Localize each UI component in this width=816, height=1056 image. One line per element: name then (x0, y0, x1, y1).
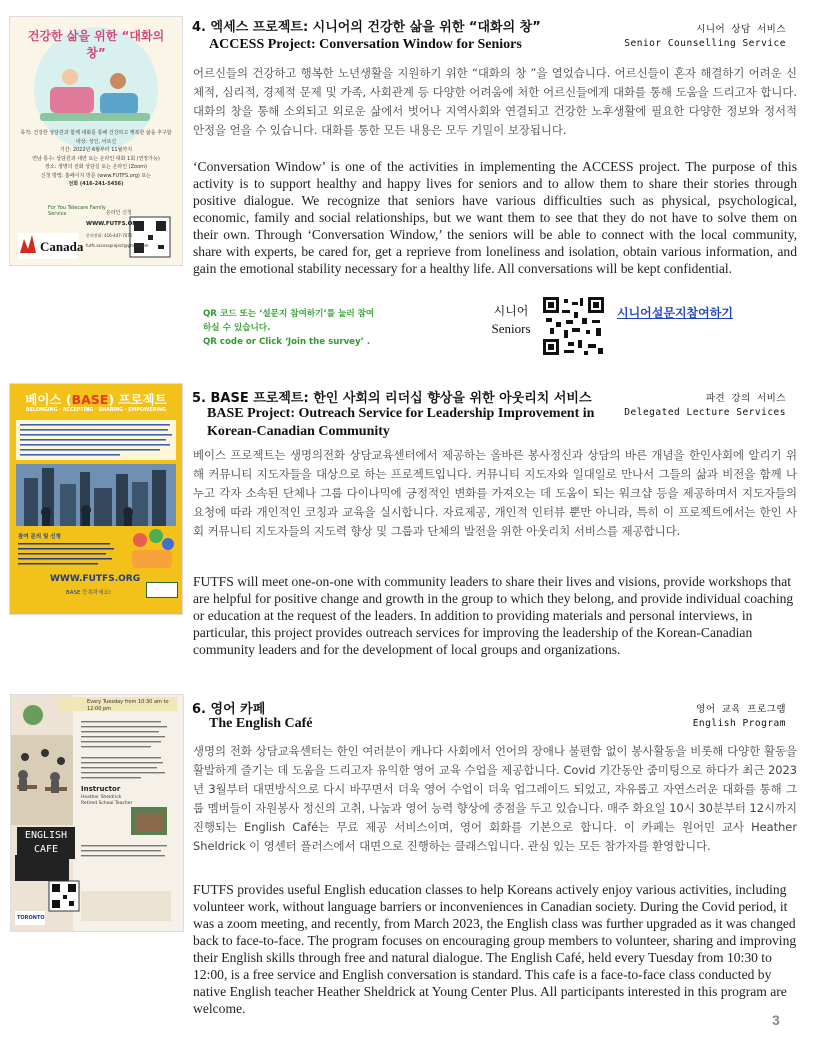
poster-web: WWW.FUTFS.ORG (86, 221, 142, 227)
section5-tag-korean: 파견 강의 서비스 (705, 393, 786, 404)
base-poster-web-sub: BASE 등록하세요! (66, 590, 112, 596)
seniors-survey-link[interactable]: 시니어설문지참여하기 (617, 306, 733, 320)
seniors-label (486, 302, 536, 338)
base-poster-title-pre: 베이스 ( (25, 392, 72, 407)
seniors-label-english: Seniors (491, 321, 531, 336)
base-poster-web: WWW.FUTFS.ORG (50, 574, 141, 584)
section4-title-korean: 4. 엑세스 프로젝트: 시니어의 건강한 삶을 위한 “대화의 창” (192, 20, 541, 35)
qr-code-icon (542, 296, 605, 356)
poster-email: futfs.accessproject@gmail.com (86, 243, 149, 248)
section6-title-korean: 6. 영어 카페 (192, 702, 266, 717)
qr-instruction (203, 307, 383, 349)
poster-line: 목적: 건강한 상담원과 함께 대화를 통해 건강하고 행복한 삶을 추구함 (20, 130, 172, 136)
base-poster-title-post: ) 프로젝트 (108, 392, 167, 407)
base-poster-title-base: BASE (71, 392, 109, 407)
section5-tag-english: Delegated Lecture Services (624, 407, 786, 418)
english-cafe-teacher-sub: Retired School Teacher (81, 801, 133, 806)
poster-org: For You Telecare Family Service (48, 205, 106, 217)
section4-body-korean: 어르신들의 건강하고 행복한 노년생활을 지원하기 위한 “대화의 창 ”을 열었습니다. 어르신들이 혼자 해결하기 어려운 신체적, 심리적, 경제적 문제 및 가족, 사회관계 등 다양한 어려움에 처한 어르신들에게 대화를 통해 도움을 드리고자 합니다. 대화의 창을 통해 소외되고 외로운 삶에서 벗어나 지역사회와 연결되고 건강한 노후생활에 필요한 다양한 정보와 정서적 안정을 얻을 수 있습니다. 대화를 통한 모든 내용은 모두 기밀이 보장됩니다. (193, 66, 797, 137)
poster-line: 연남 통수: 상담원과 대면 또는 온라인 대화 1회 (연장가능) (32, 155, 160, 162)
section5-title-english-line2: Korean-Canadian Community (207, 424, 390, 439)
seniors-label-korean: 시니어 (493, 304, 529, 318)
english-cafe-toronto: TORONTO (17, 915, 45, 921)
seniors-survey-qr-code[interactable] (542, 296, 605, 356)
section5-title-english-line1: BASE Project: Outreach Service for Leadership Improvement in (207, 406, 595, 421)
poster-title: 건강한 삶을 위한 “대화의 창” (27, 29, 165, 60)
section6-tag-english: English Program (692, 718, 786, 729)
poster-line: 대상: 성인, 어르신 (75, 138, 117, 145)
qr-instruction-english: QR code or Click ‘Join the survey’ . (203, 337, 371, 347)
section5-body-english: FUTFS will meet one-on-one with community leaders to share their lives and visions, provide workshops that are helpful for positive change and growth in the group to which they belong, and provide individual coaching or education at the request of the leaders. In addition to providing materials and personal interviews, in particular, this project provides outreach services for improving the leadership of the Korean-Canadian community leaders and for the development of local groups and organizations. (193, 574, 794, 657)
base-poster-people-illustration (128, 528, 176, 572)
poster-line: 장소: 생명의 전화 상담실 또는 온라인 (Zoom) (45, 164, 147, 170)
base-poster-contact-title: 참여 문의 및 신청 (18, 534, 61, 540)
poster-line: 신청 방법: 홈페이지 방문 (www.FUTFS.org) 또는 (40, 172, 152, 179)
section4-body-english: ‘Conversation Window’ is one of the activities in implementing the ACCESS project. The purpose of this activity is to support healthy and happy lives for seniors and to allow them to share their stories through positive dialogue. We recognize that seniors have various difficulties such as physical, psychological, economic, family and social relationships, but we want them to see that they do not have to solve them on their own. Through ‘Conversation Window,’ the seniors will be able to connect with the local community, share with experts, be cared for, get a reprieve from loneliness and isolation, obtain various information, and gain the emotional stability necessary for a healthy life. All conversations will be kept confidential. (193, 159, 797, 276)
poster-line: 전화 (416-241-5456) (68, 181, 124, 187)
section5-body-korean: 베이스 프로젝트는 생명의전화 상담교육센터에서 제공하는 올바른 봉사정신과 상담의 바른 개념을 한인사회에 알리기 위해 커뮤니티 지도자들을 대상으로 하는 프로젝트입니다. 커뮤니티 지도자와 일대일로 만나서 그들의 삶과 비전을 함께 나누고 각자 소속된 단체나 그룹 다이나믹에 긍정적인 변화를 가져오는 데 도움이 되는 워크샵 등을 제공하며서 지도자들의 요청에 따라 개인적인 코칭과 교육을 실시합니다. 자료제공, 개인적 인터뷰 뿐만 아니라, 특히 이 프로젝트에서는 한인 사회 커뮤니티 지도자들의 지도력 향상 및 그룹과 단체의 발전을 위한 아웃리치 서비스를 제공합니다. (193, 448, 797, 538)
english-cafe-label-line1: ENGLISH (24, 830, 68, 841)
base-poster-city-photo (16, 464, 176, 526)
poster-online: 온라인 신청 (106, 210, 132, 216)
section6-body-english: FUTFS provides useful English education classes to help Koreans actively enjoy various activities, including volunteer work, without language barriers or inconveniences in Canadian society. During the Covid period, it was a zoom meeting, and recently, from March 2023, the English class was further upgraded as it was changed back to face-to-face. The program focuses on encouraging group members to volunteer, sharing and improving their English skills through free and natural dialogue. The English Café, held every Tuesday from 10:30 to 12:00, is a free service and English conversation is standard. This cafe is a face-to-face class conducted by native English teacher Heather Sheldrick at Young Center Plus. All participants interested in this program are welcome. (193, 882, 797, 1016)
english-cafe-instructor: Instructor (81, 785, 121, 793)
section4-tag-english: Senior Counselling Service (624, 38, 786, 49)
section6-tag-korean: 영어 교육 프로그램 (696, 704, 786, 715)
section5-title-korean: 5. BASE 프로젝트: 한인 사회의 리더십 향상을 위한 아웃리치 서비스 (192, 391, 592, 406)
section5-title-english (207, 405, 594, 441)
poster-details (16, 129, 176, 189)
base-poster-subtitle: BELONGING · ACCEPTING · SHARING · EMPOWERING (26, 408, 166, 413)
section4-title-english: ACCESS Project: Conversation Window for Seniors (209, 37, 522, 52)
english-cafe-photo (11, 695, 183, 931)
base-poster-logo (146, 582, 178, 598)
english-cafe-label-line2: CAFE (33, 844, 59, 855)
english-cafe-poster (10, 694, 184, 932)
poster-line: 기간: 2022년 6월부터 11월까지 (59, 147, 133, 153)
section6-title-english: The English Café (209, 716, 313, 731)
english-cafe-banner: Every Tuesday from 10:30 am to 12:00 pm (87, 699, 169, 712)
english-cafe-teacher: Heather Sheldrick (81, 795, 122, 800)
conversation-window-poster (9, 16, 183, 266)
section6-body-korean: 생명의 전화 상담교육센터는 한인 여러분이 캐나다 사회에서 언어의 장애나 불편함 없이 봉사활동을 비롯해 다양한 활동을 활발하게 즐기는 데 도움을 드리고자 유익한 영어 교육 수업을 제공합니다. Covid 기간동안 줌미팅으로 하다가 최근 2023년 3월부터 대면방식으로 다시 바꾸면서 더욱 영어 수업이 더욱 업그레이드 되었고, 자유롭고 자연스러운 대화를 통해 그룹 멤버들이 자원봉사 정신의 고취, 나눔과 영어 능력 향상에 중점을 두고 있습니다. 매주 화요일 10시 30분부터 12시까지 진행되는 English Café는 무료 제공 서비스이며, 영어 회화를 기본으로 합니다. 이 카페는 원어민 교사 Heather Sheldrick 이 영센터 플러스에서 대면으로 진행하는 클래스입니다. 관심 있는 모든 참가자를 환영합니다. (193, 744, 797, 853)
poster-phone: 문의전화: 416-447-7070 (86, 233, 133, 238)
english-cafe-label (17, 827, 75, 859)
base-poster-text-lines (16, 420, 176, 460)
poster-canada: Canada (40, 239, 84, 254)
base-poster-title (10, 390, 182, 408)
page-number: 3 (772, 1012, 780, 1028)
base-poster-contact-lines (18, 542, 118, 566)
base-project-poster (9, 383, 183, 615)
qr-instruction-korean: QR 코드 또는 ‘설문지 참여하기’를 눌러 참여 하실 수 있습니다. (203, 309, 375, 333)
base-poster-text-block (16, 420, 176, 460)
section4-tag-korean: 시니어 상담 서비스 (696, 24, 786, 35)
